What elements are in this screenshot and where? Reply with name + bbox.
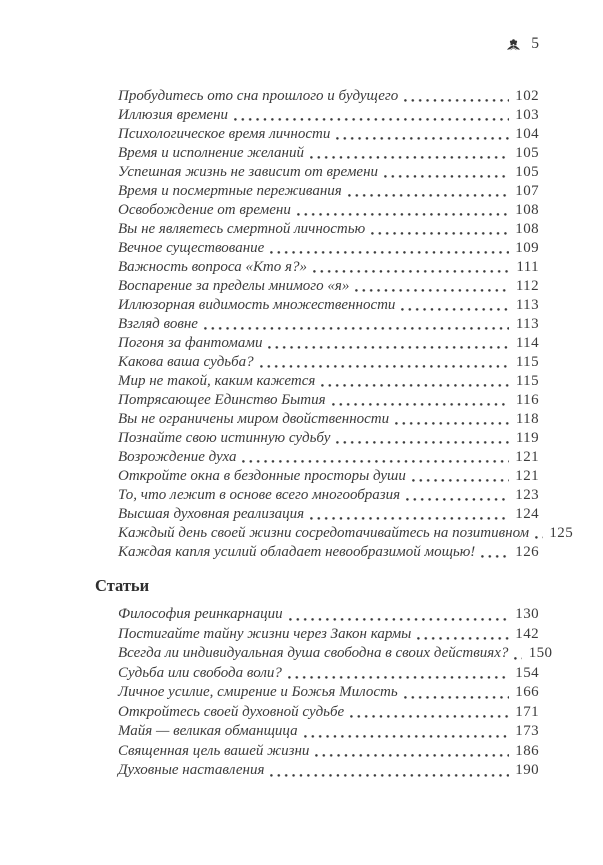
dot-leader <box>404 696 509 699</box>
dot-leader <box>270 774 509 777</box>
section-heading: Статьи <box>95 576 150 595</box>
toc-row <box>118 144 539 163</box>
toc-entry-title: Важность вопроса «Кто я?» <box>118 259 307 275</box>
toc-entry-page: 108 <box>515 202 539 218</box>
toc-entry-title: Вы не являетесь смертной личностью <box>118 221 366 237</box>
toc-entry-title: Мир не такой, каким кажется <box>118 373 316 389</box>
toc-entry-title: Философия реинкарнации <box>118 606 283 622</box>
toc-section-articles <box>95 576 553 781</box>
toc-row <box>118 524 574 543</box>
toc-row <box>118 125 539 144</box>
dot-leader <box>234 118 509 121</box>
toc-entry-page: 121 <box>515 449 539 465</box>
dot-leader <box>384 175 509 178</box>
toc-entry-page: 112 <box>515 278 539 294</box>
toc-entry-page: 186 <box>515 742 539 759</box>
toc-entry-title: Пробудитесь ото сна прошлого и будущего <box>118 88 399 104</box>
toc-entry-page: 124 <box>515 506 539 522</box>
toc-entry-page: 166 <box>515 684 539 700</box>
toc-row <box>118 505 539 524</box>
toc-entry-page: 121 <box>515 468 539 484</box>
toc-row <box>118 258 539 277</box>
toc-row <box>118 703 539 723</box>
toc-row <box>118 182 539 201</box>
toc-row <box>118 353 539 372</box>
toc-row <box>118 410 539 429</box>
toc-entry-page: 126 <box>515 544 539 560</box>
dot-leader <box>348 194 509 197</box>
toc-entry-page: 123 <box>515 487 539 503</box>
toc-entry-page: 130 <box>515 606 539 622</box>
toc-row <box>118 761 539 781</box>
toc-row <box>118 391 539 410</box>
toc-entry-title: Вы не ограничены миром двойственности <box>118 411 390 427</box>
toc-entry-title: Всегда ли индивидуальная душа свободна в своих действиях? <box>118 645 509 661</box>
toc-entry-title: Откройте окна в бездонные просторы души <box>118 468 406 484</box>
dot-leader <box>310 517 509 520</box>
dot-leader <box>514 657 522 660</box>
toc-row <box>118 543 539 562</box>
toc-entry-title: Священная цель вашей жизни <box>118 742 310 759</box>
dot-leader <box>404 99 509 102</box>
toc-entry-page: 142 <box>515 625 539 642</box>
toc-entry-title: Каждый день своей жизни сосредотачивайтесь на позитивном <box>118 525 530 541</box>
dot-leader <box>289 618 509 621</box>
toc-entry-page: 113 <box>515 297 539 313</box>
toc-row <box>118 334 539 353</box>
table-of-contents <box>95 87 574 781</box>
toc-entry-page: 107 <box>515 183 539 199</box>
toc-row <box>118 296 539 315</box>
toc-entry-page: 104 <box>515 126 539 142</box>
toc-entry-title: Духовные наставления <box>118 762 265 778</box>
dot-leader <box>313 270 509 273</box>
dot-leader <box>304 735 509 738</box>
dot-leader <box>270 251 509 254</box>
toc-entry-title: То, что лежит в основе всего многообразия <box>118 487 401 503</box>
toc-row <box>118 605 539 625</box>
dot-leader <box>332 403 509 406</box>
toc-entry-title: Каждая капля усилий обладает невообразимой мощью! <box>118 544 476 560</box>
toc-row <box>118 87 539 106</box>
dot-leader <box>535 536 543 539</box>
toc-entry-title: Погоня за фантомами <box>118 335 263 351</box>
toc-list <box>118 87 574 562</box>
toc-entry-title: Судьба или свобода воли? <box>118 664 282 681</box>
page-number: 5 <box>531 35 539 52</box>
toc-row <box>118 664 539 684</box>
toc-entry-title: Возрождение духа <box>118 449 237 465</box>
toc-entry-page: 150 <box>528 645 553 661</box>
dot-leader <box>395 422 509 425</box>
toc-entry-title: Какова ваша судьба? <box>118 354 254 370</box>
dot-leader <box>417 637 509 640</box>
toc-entry-title: Откройтесь своей духовной судьбе <box>118 703 345 720</box>
toc-row <box>118 625 539 645</box>
dot-leader <box>336 441 509 444</box>
dot-leader <box>310 156 509 159</box>
toc-entry-title: Личное усилие, смирение и Божья Милость <box>118 684 398 700</box>
toc-entry-title: Иллюзорная видимость множественности <box>118 297 396 313</box>
toc-entry-title: Время и посмертные переживания <box>118 183 342 199</box>
toc-entry-title: Время и исполнение желаний <box>118 145 304 161</box>
toc-row <box>118 277 539 296</box>
toc-section-chapters <box>95 87 574 562</box>
toc-row <box>118 315 539 334</box>
dot-leader <box>242 460 509 463</box>
toc-entry-title: Вечное существование <box>118 240 265 256</box>
dot-leader <box>260 365 509 368</box>
toc-row <box>118 163 539 182</box>
toc-entry-page: 114 <box>515 335 539 351</box>
toc-entry-page: 109 <box>515 240 539 256</box>
toc-entry-page: 113 <box>515 316 539 332</box>
dot-leader <box>321 384 509 387</box>
toc-row <box>118 372 539 391</box>
toc-entry-page: 111 <box>516 259 539 275</box>
toc-entry-title: Воспарение за пределы мнимого «я» <box>118 278 350 294</box>
toc-entry-title: Успешная жизнь не зависит от времени <box>118 164 379 180</box>
dot-leader <box>401 308 509 311</box>
dot-leader <box>350 715 509 718</box>
toc-entry-page: 173 <box>515 723 539 739</box>
dot-leader <box>412 479 509 482</box>
dot-leader <box>268 346 509 349</box>
dot-leader <box>315 754 509 757</box>
dot-leader <box>406 498 509 501</box>
dot-leader <box>288 676 509 679</box>
toc-row <box>118 467 539 486</box>
toc-entry-title: Психологическое время личности <box>118 126 331 142</box>
toc-entry-title: Майя — великая обманщица <box>118 723 298 739</box>
fleuron-icon <box>505 37 522 52</box>
toc-entry-title: Потрясающее Единство Бытия <box>118 392 326 408</box>
toc-entry-page: 108 <box>515 221 539 237</box>
toc-entry-title: Постигайте тайну жизни через Закон кармы <box>118 625 412 642</box>
toc-row <box>118 448 539 467</box>
toc-entry-title: Познайте свою истинную судьбу <box>118 430 331 446</box>
toc-row <box>118 722 539 742</box>
toc-entry-page: 116 <box>515 392 539 408</box>
toc-list <box>118 605 553 781</box>
toc-entry-page: 190 <box>515 762 539 778</box>
dot-leader <box>297 213 509 216</box>
toc-row <box>118 683 539 703</box>
toc-entry-title: Иллюзия времени <box>118 107 229 123</box>
dot-leader <box>336 137 509 140</box>
toc-row <box>118 239 539 258</box>
dot-leader <box>204 327 509 330</box>
toc-entry-page: 119 <box>515 430 539 446</box>
toc-entry-page: 115 <box>515 373 539 389</box>
toc-row <box>118 486 539 505</box>
toc-row <box>118 106 539 125</box>
toc-row <box>118 201 539 220</box>
toc-row <box>118 644 553 664</box>
toc-entry-page: 115 <box>515 354 539 370</box>
toc-entry-page: 105 <box>515 164 539 180</box>
toc-entry-page: 102 <box>515 88 539 104</box>
toc-entry-title: Взгляд вовне <box>118 316 198 332</box>
toc-entry-page: 154 <box>515 664 539 681</box>
toc-row <box>118 429 539 448</box>
toc-entry-page: 103 <box>515 107 539 123</box>
dot-leader <box>355 289 509 292</box>
dot-leader <box>481 555 509 558</box>
toc-entry-page: 171 <box>515 703 539 720</box>
toc-entry-title: Освобождение от времени <box>118 202 291 218</box>
toc-entry-page: 105 <box>515 145 539 161</box>
toc-row <box>118 220 539 239</box>
page-header <box>95 34 539 54</box>
toc-row <box>118 742 539 762</box>
toc-entry-page: 125 <box>549 525 574 541</box>
dot-leader <box>371 232 509 235</box>
toc-entry-page: 118 <box>515 411 539 427</box>
toc-entry-title: Высшая духовная реализация <box>118 506 305 522</box>
